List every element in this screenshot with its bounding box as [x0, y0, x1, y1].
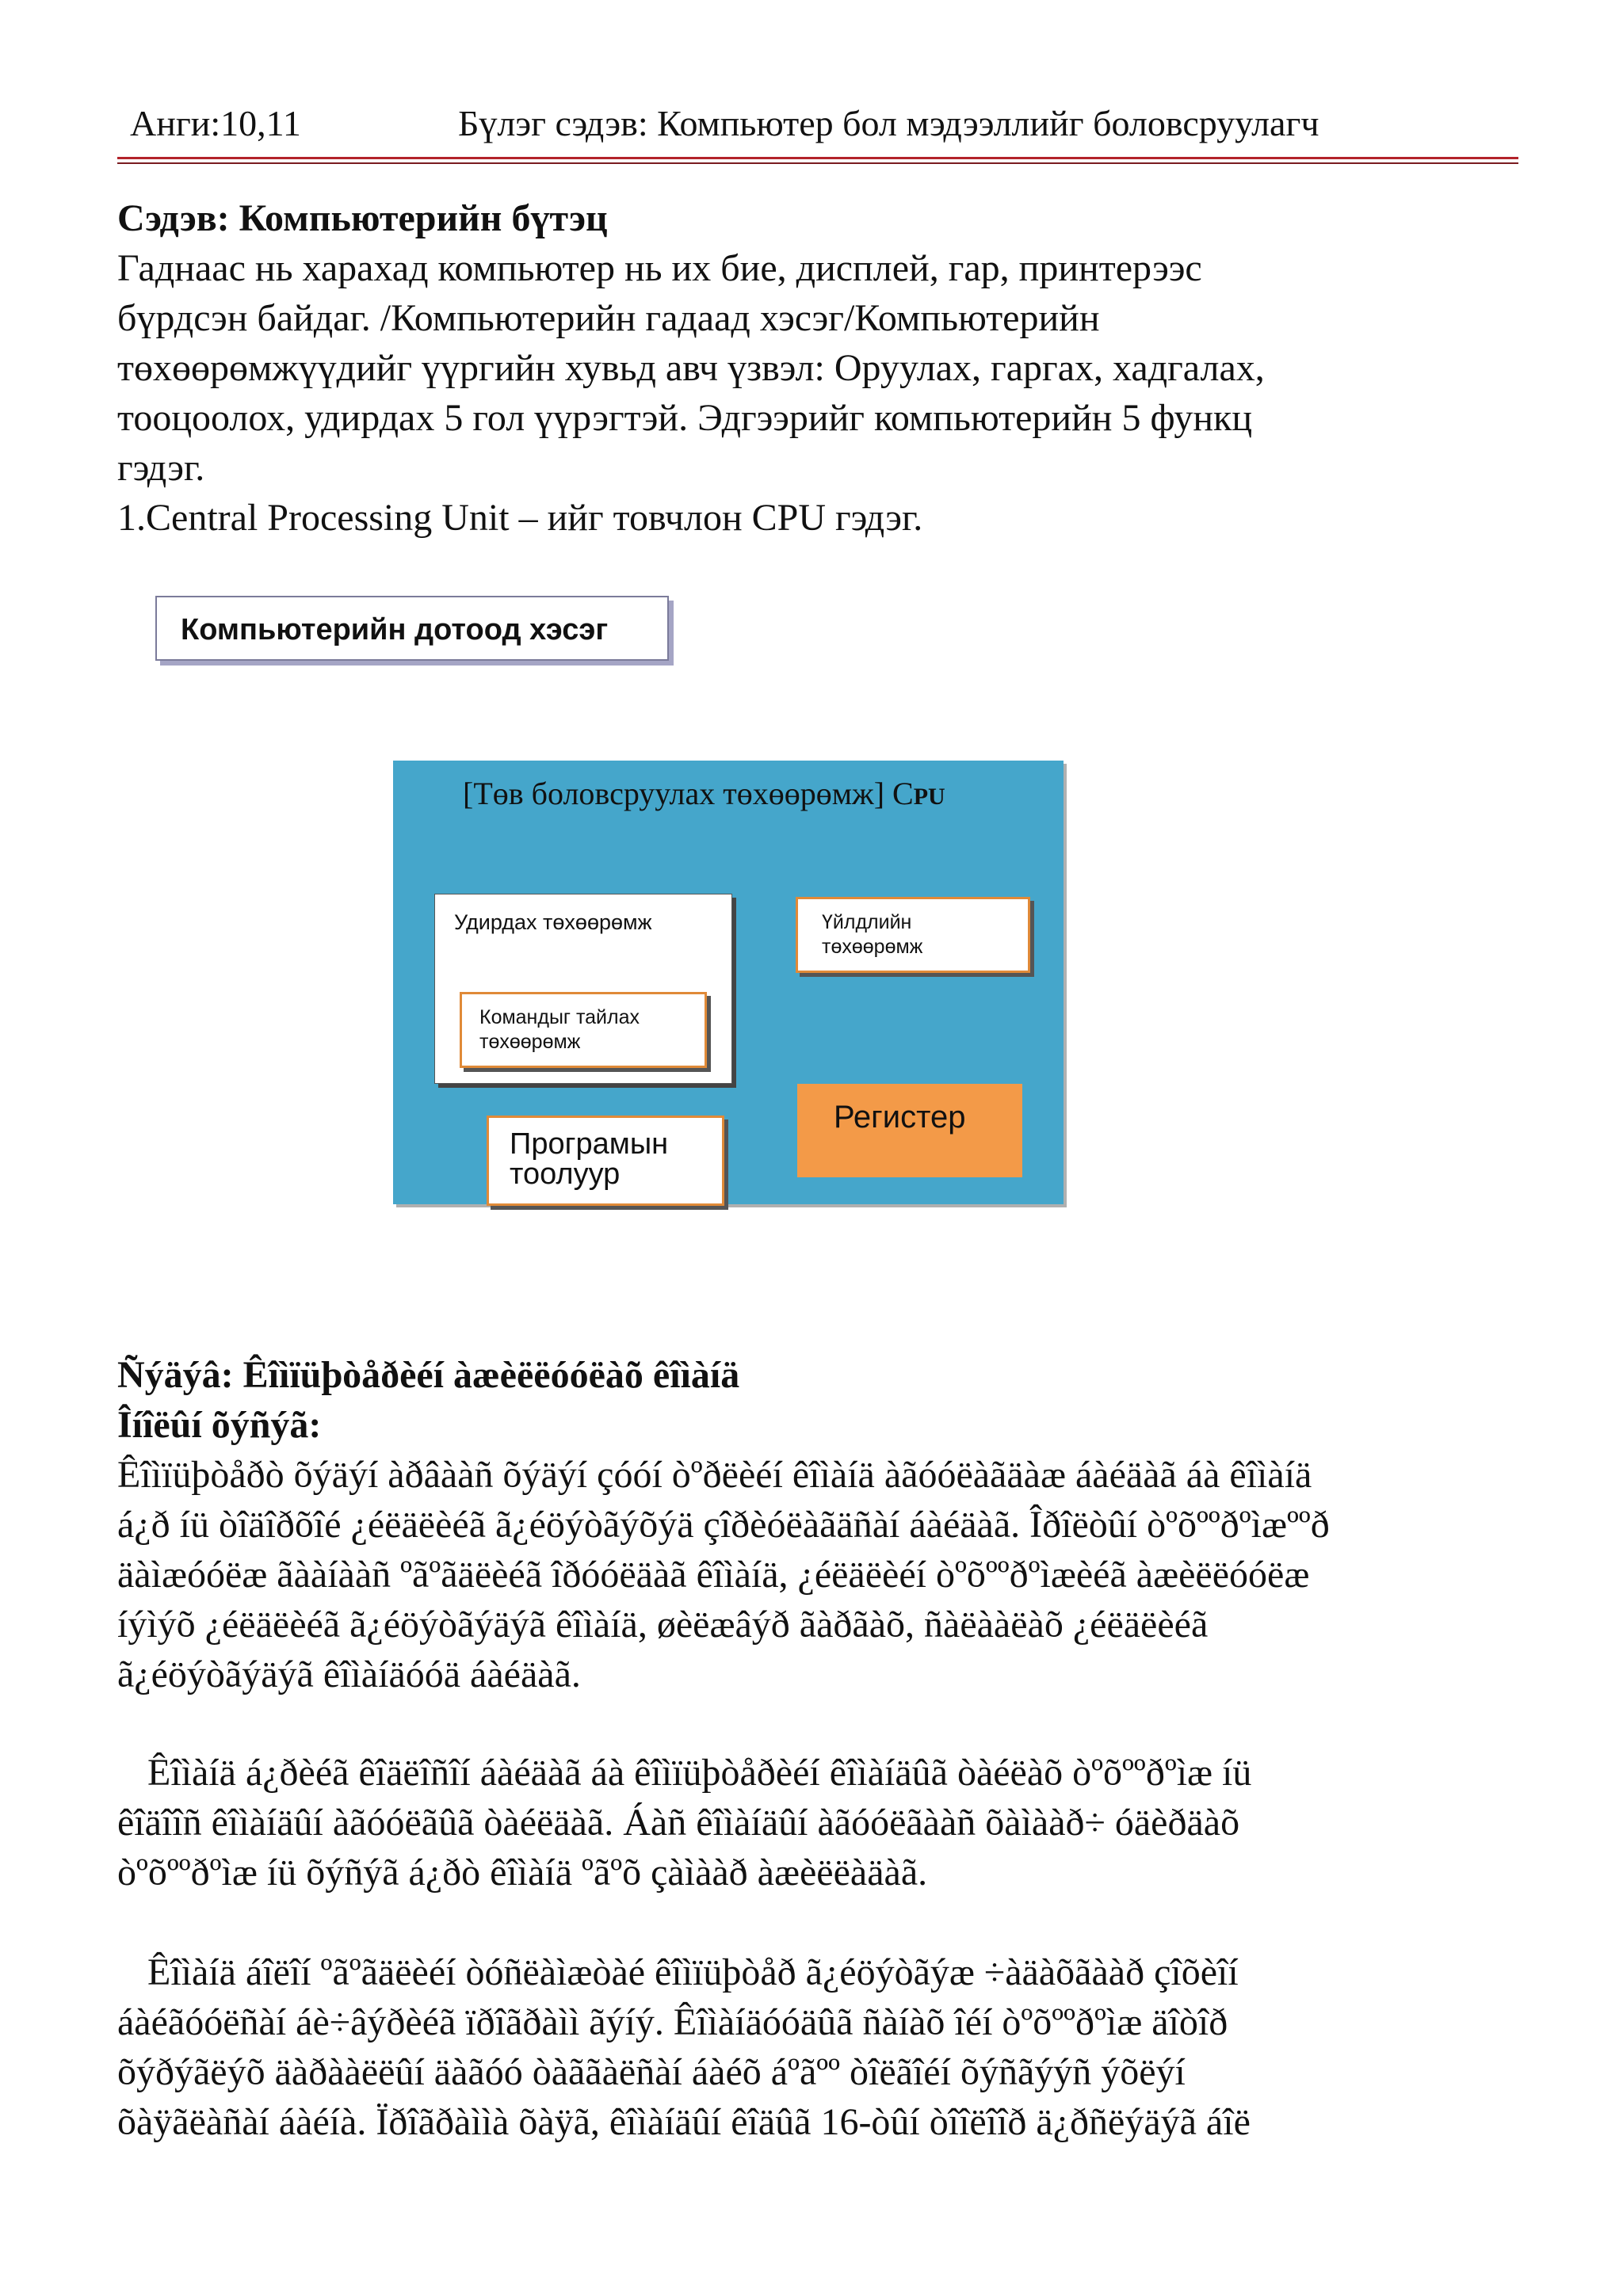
- section2-paragraph: [117, 1450, 1528, 1699]
- decoder-label-line: төхөөрөмж: [479, 1031, 581, 1053]
- section1-line: бүрдсэн байдаг. /Компьютерийн гадаад хэсэг/Компьютерийн: [117, 297, 1100, 339]
- paragraph-line: äàìæóóëæ ãààíààñ ºãºãäëèéã îðóóëäàã êîìàíä, ¿éëäëèéí òºõººðºìæèéã àæèëëóóëæ: [117, 1554, 1310, 1596]
- section1-line: гэдэг.: [117, 447, 205, 489]
- paragraph-line: õýðýãëýõ äàðààëëûí äàãóó òàããàëñàí áàéõ áºãºº òîëãîéí õýñãýýñ ýõëýí: [117, 2051, 1186, 2093]
- cpu-title: [463, 775, 945, 812]
- alu-box: [796, 897, 1030, 973]
- header-grade: Анги:10,11: [130, 103, 301, 143]
- header-rule-secondary: [117, 162, 1518, 164]
- paragraph-line: Êîìàíä áîëîí ºãºãäëèéí òóñëàìæòàé êîìïüþòåð ã¿éöýòãýæ ÷àäàõãààð çîõèîí: [147, 1951, 1239, 1993]
- decoder-box: [460, 992, 707, 1068]
- paragraph-line: Êîìïüþòåðò õýäýí àðâààñ õýäýí çóóí òºðëèéí êîìàíä àãóóëàãäàæ áàéäàã áà êîìàíä: [117, 1454, 1312, 1496]
- section1-line: Гаднаас нь харахад компьютер нь их бие, дисплей, гар, принтерээс: [117, 247, 1202, 289]
- register-box: [797, 1084, 1022, 1177]
- section1-line: 1.Central Processing Unit – ийг товчлон CPU гэдэг.: [117, 497, 923, 539]
- diagram-title-box: Компьютерийн дотоод хэсэг: [155, 596, 669, 661]
- section1-line: тооцоолох, удирдах 5 гол үүрэгтэй. Эдгээрийг компьютерийн 5 функц: [117, 397, 1253, 439]
- program-counter-label-line: Програмын: [510, 1127, 669, 1161]
- paragraph-line: á¿ð íü òîäîðõîé ¿éëäëèéã ã¿éöýòãýõýä çîðèóëàãäñàí áàéäàã. Îðîëòûí òºõººðºìæººð: [117, 1504, 1330, 1546]
- control-unit-label: Удирдах төхөөрөмж: [454, 910, 652, 934]
- alu-label-line: төхөөрөмж: [822, 936, 923, 958]
- section2-title: Ñýäýâ: Êîìïüþòåðèéí àæèëëóóëàõ êîìàíä: [117, 1354, 740, 1396]
- paragraph-line: òºõººðºìæ íü õýñýã á¿ðò êîìàíä ºãºõ çàìààð àæèëëàäàã.: [117, 1852, 928, 1894]
- register-label: Регистер: [834, 1100, 966, 1135]
- section2-paragraph: [117, 1947, 1528, 2147]
- header-chapter: Бүлэг сэдэв: Компьютер бол мэдээллийг боловсруулагч: [458, 103, 1319, 143]
- paragraph-line: õàÿãëàñàí áàéíà. Ïðîãðàììà õàÿã, êîìàíäûí êîäûã 16-òûí òîîëîîð ä¿ðñëýäýã áîë: [117, 2101, 1251, 2143]
- section2-paragraph: [117, 1748, 1528, 1897]
- cpu-title-prefix: [Төв боловсруулах төхөөрөмж] C: [463, 776, 914, 811]
- header-rule: [117, 157, 1518, 159]
- paragraph-line: Êîìàíä á¿ðèéã êîäëîñîí áàéäàã áà êîìïüþòåðèéí êîìàíäûã òàéëàõ òºõººðºìæ íü: [147, 1752, 1252, 1794]
- paragraph-line: ã¿éöýòãýäýã êîìàíäóóä áàéäàã.: [117, 1653, 581, 1695]
- decoder-label-line: Командыг тайлах: [479, 1006, 640, 1028]
- section2-subtitle: Îíîëûí õýñýã:: [117, 1404, 322, 1446]
- section1-title: Сэдэв: Компьютерийн бүтэц: [117, 197, 608, 239]
- program-counter-label-line: тоолуур: [510, 1158, 621, 1191]
- section1: [117, 193, 1528, 543]
- section1-line: төхөөрөмжүүдийг үүргийн хувьд авч үзвэл: Оруулах, гаргах, хадгалах,: [117, 347, 1265, 389]
- paragraph-line: áàéãóóëñàí áè÷âýðèéã ïðîãðàìì ãýíý. Êîìàíäóóäûã ñàíàõ îéí òºõººðºìæ äîòîð: [117, 2001, 1228, 2043]
- section2-heading: [117, 1350, 1528, 1450]
- paragraph-line: êîäîîñ êîìàíäûí àãóóëãûã òàéëäàã. Áàñ êîìàíäûí àãóóëãààñ õàìààð÷ óäèðäàõ: [117, 1802, 1240, 1844]
- program-counter-box: [487, 1116, 724, 1206]
- cpu-title-suffix: PU: [913, 784, 945, 810]
- paragraph-line: íýìýõ ¿éëäëèéã ã¿éöýòãýäýã êîìàíä, øèëæâýð ãàðãàõ, ñàëààëàõ ¿éëäëèéã: [117, 1604, 1209, 1646]
- alu-label-line: Үйлдлийн: [822, 911, 912, 933]
